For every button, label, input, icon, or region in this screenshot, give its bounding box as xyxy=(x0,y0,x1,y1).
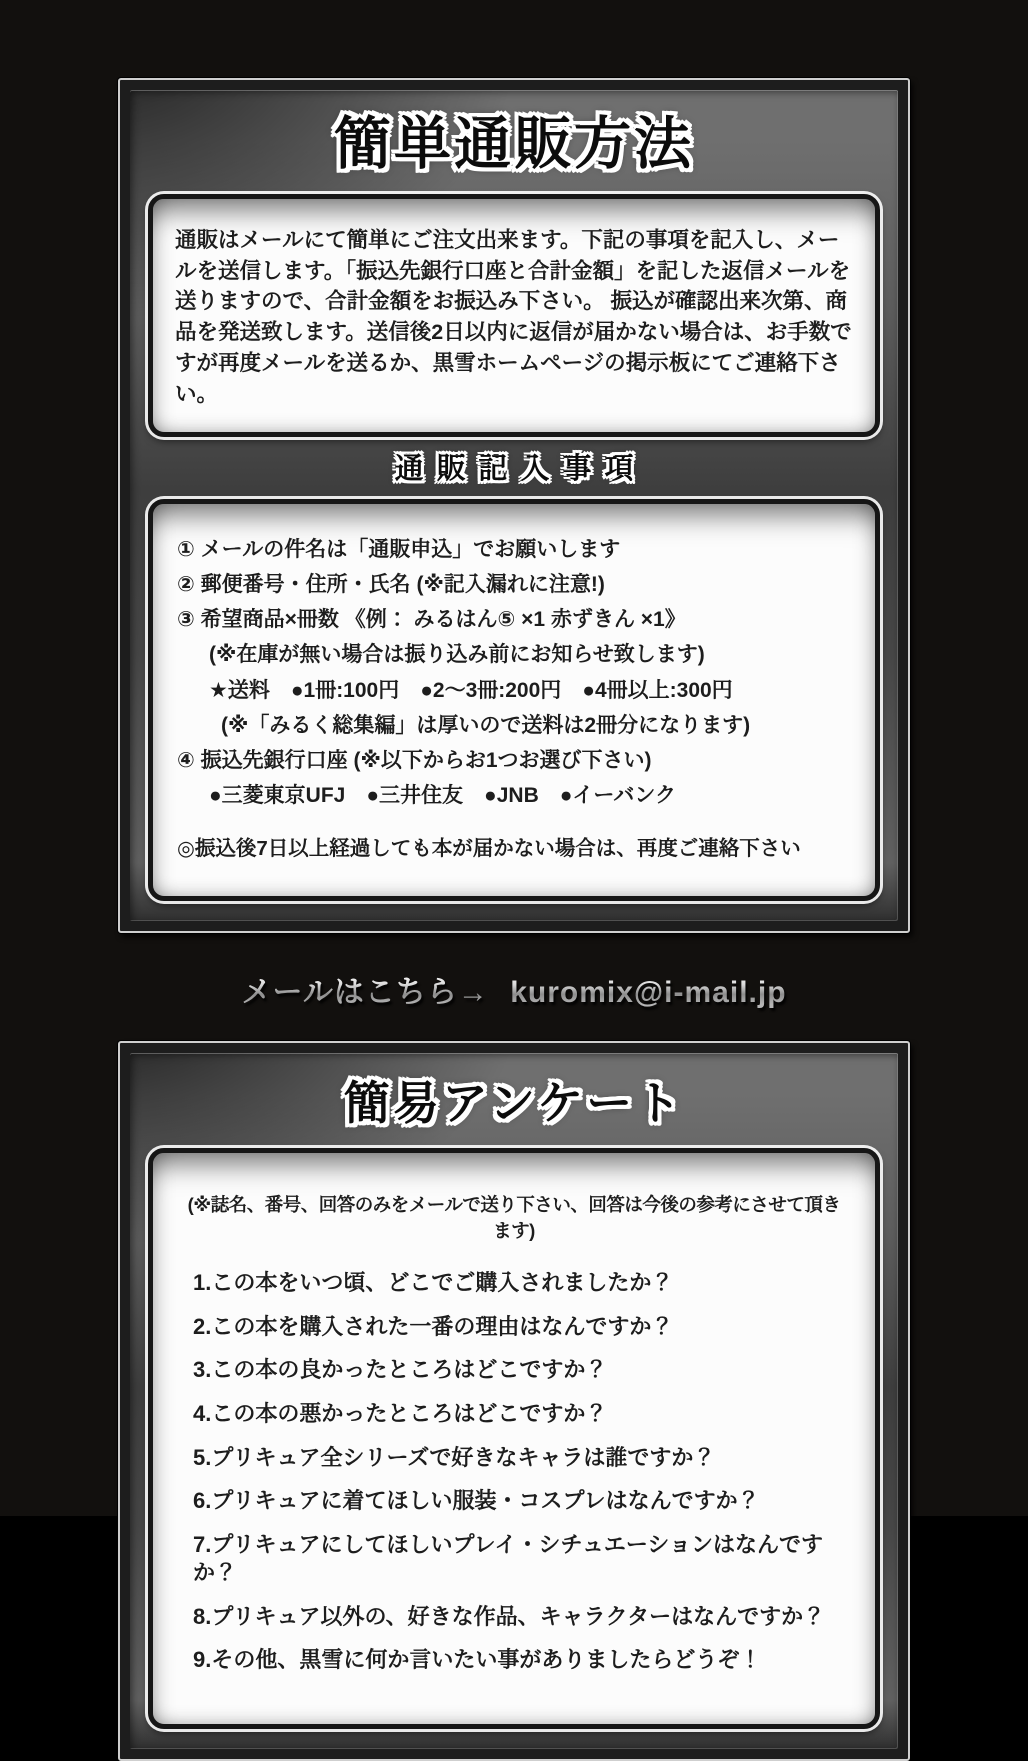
survey-question: 4.この本の悪かったところはどこですか？ xyxy=(193,1400,608,1426)
order-details-box xyxy=(148,499,880,902)
order-line-bank-options: ●三菱東京UFJ ●三井住友 ●JNB ●イーバンク xyxy=(209,784,676,808)
order-intro-box xyxy=(148,194,880,438)
order-intro-text: 通販はメールにて簡単にご注文出来ます。下記の事項を記入し、メールを送信します。「振込先銀行口座と合計金額」を記した返信メールを送りますので、合計金額をお振込み下さい。 振込が確認出来次第、商品を発送致します。送信後2日以内に返信が届かない場合は、お手数ですが再度メールを送るか、黒雪ホームページの掲示板にてご連絡下さい。 xyxy=(175,227,852,407)
order-details-heading: 通販記入事項 xyxy=(394,453,647,486)
survey-question: 6.プリキュアに着てほしい服装・コスプレはなんですか？ xyxy=(193,1488,760,1514)
order-line-items: ③ 希望商品×冊数 《例： みるはん⑤ ×1 赤ずきん ×1》 xyxy=(177,608,686,632)
survey-question: 1.この本をいつ頃、どこでご購入されましたか？ xyxy=(193,1270,674,1296)
survey-question: 5.プリキュア全シリーズで好きなキャラは誰ですか？ xyxy=(193,1444,716,1470)
contact-email-address: kuromix@i-mail.jp xyxy=(510,976,787,1010)
survey-question: 3.この本の良かったところはどこですか？ xyxy=(193,1357,608,1383)
survey-panel-title: 簡易アンケート xyxy=(343,1077,685,1130)
order-footnote: ◎振込後7日以上経過しても本が届かない場合は、再度ご連絡下さい xyxy=(177,836,801,860)
order-line-address: ② 郵便番号・住所・氏名 (※記入漏れに注意!) xyxy=(177,572,605,596)
survey-question: 9.その他、黒雪に何か言いたい事がありましたらどうぞ！ xyxy=(193,1647,762,1673)
survey-panel-surface xyxy=(130,1053,898,1749)
survey-box xyxy=(148,1148,880,1729)
contact-email-line xyxy=(0,967,1028,1011)
order-panel xyxy=(118,78,910,933)
survey-panel xyxy=(118,1041,910,1761)
order-line-bank: ④ 振込先銀行口座 (※以下からお1つお選び下さい) xyxy=(177,749,652,773)
survey-question: 7.プリキュアにしてほしいプレイ・シチュエーションはなんですか？ xyxy=(193,1531,823,1586)
order-line-shipping: ★送料 ●1冊:100円 ●2～3冊:200円 ●4冊以上:300円 xyxy=(209,678,733,702)
top-margin xyxy=(0,0,1028,78)
order-panel-title: 簡単通販方法 xyxy=(334,112,694,176)
order-line-stock-note: (※在庫が無い場合は振り込み前にお知らせ致します) xyxy=(209,643,705,667)
survey-question: 2.この本を購入された一番の理由はなんですか？ xyxy=(193,1313,674,1339)
survey-note: (※誌名、番号、回答のみをメールで送り下さい、回答は今後の参考にさせて頂きます) xyxy=(187,1194,841,1242)
order-line-shipping-note: (※「みるく総集編」は厚いので送料は2冊分になります) xyxy=(221,713,751,737)
contact-email-label: メールはこちら→ xyxy=(241,976,489,1010)
survey-question: 8.プリキュア以外の、好きな作品、キャラクターはなんですか？ xyxy=(193,1603,826,1629)
order-panel-surface xyxy=(130,90,898,921)
order-line-subject: ① メールの件名は「通販申込」でお願いします xyxy=(177,537,621,561)
